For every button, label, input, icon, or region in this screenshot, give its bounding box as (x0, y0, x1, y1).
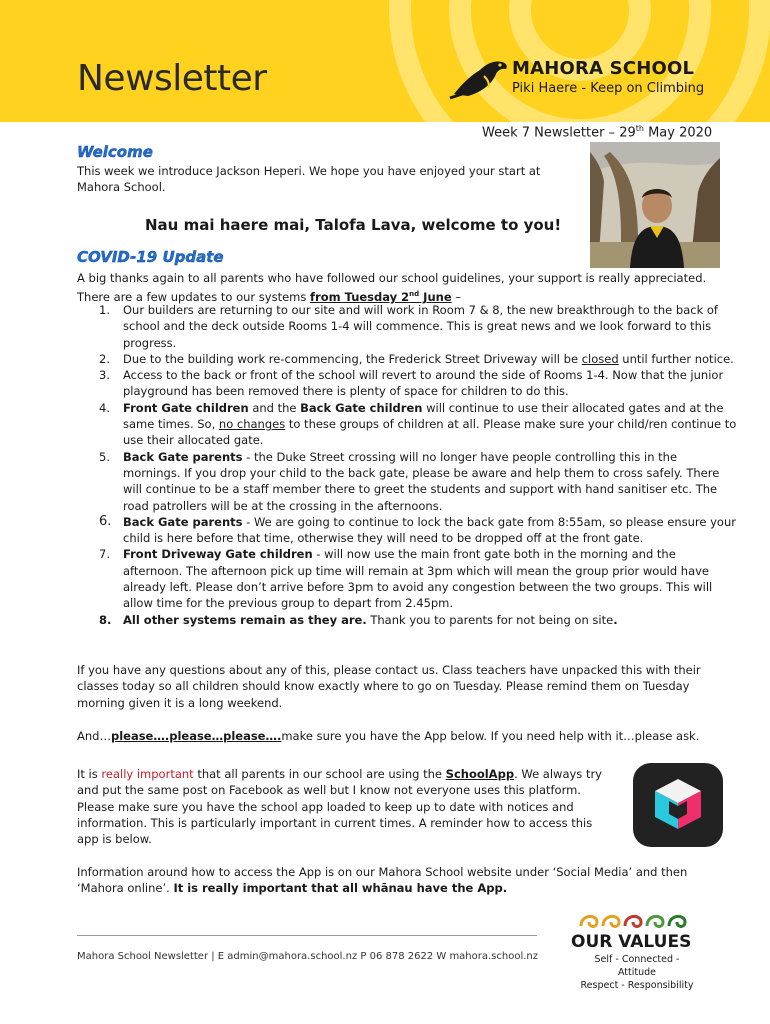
school-name: MAHORA SCHOOL (512, 58, 695, 79)
values-swirls-icon (577, 908, 697, 932)
newsletter-date: Week 7 Newsletter – 29th May 2020 (482, 124, 713, 141)
school-logo (448, 54, 748, 104)
values-title: OUR VALUES (571, 932, 692, 952)
schoolapp-paragraph: It is really important that all parents in our school are using the SchoolApp. We always try and put the same post on Facebook as well but I know not everyone uses this platform. Please make sure you have the school app loaded to keep up to date with notices and information. This is particularly important in current times. A reminder how to access this app is below. (77, 767, 602, 847)
bird-logo-icon (448, 54, 510, 100)
app-access-paragraph: Information around how to access the App is on our Mahora School website under ‘Social Media’ and then ‘Mahora online’. It is really important that all whānau have the App. (77, 865, 688, 896)
list-item: 5. Back Gate parents - the Duke Street crossing will no longer have people controlling this in the mornings. If you drop your child to the back gate, please be aware and help them to cross safely. There will continue to be a staff member there to greet the students and support with hand sanitiser etc. The road patrollers will be at the crossing in the afternoons. (99, 449, 720, 513)
list-item: 1. Our builders are returning to our site and will work in Room 7 & 8, the new breakthrough to the back of school and the deck outside Rooms 1-4 will commence. This is great news and we look forward to this progress. (99, 303, 718, 350)
list-item: 7. Front Driveway Gate children - will now use the main front gate both in the morning and the afternoon. The afternoon pick up time will remain at 3pm which will mean the group prior would have already left. Please don’t arrive before 3pm to avoid any congestion between the two groups. This will allow time for the previous group to depart from 2.45pm. (99, 547, 713, 611)
covid-heading: COVID-19 Update (77, 248, 224, 266)
our-values-logo (565, 908, 705, 991)
list-item: 4. Front Gate children and the Back Gate children will continue to use their allocated gates and at the same times. So, no changes to these groups of children at all. Please make sure your child/ren continue to use their allocated gate. (99, 400, 737, 448)
newsletter-title: Newsletter (77, 58, 267, 99)
welcome-heading: Welcome (77, 143, 153, 161)
student-photo-image (590, 142, 720, 268)
newsletter-header (0, 0, 770, 122)
list-item: 2. Due to the building work re-commencing, the Frederick Street Driveway will be closed until further notice. (99, 351, 734, 366)
covid-update-list (77, 302, 737, 628)
welcome-text: This week we introduce Jackson Heperi. We hope you have enjoyed your start at Mahora School. (77, 164, 541, 195)
cube-logo-icon (633, 763, 723, 847)
list-item: 8. All other systems remain as they are. Thank you to parents for not being on site. (99, 612, 618, 627)
questions-paragraph: If you have any questions about any of this, please contact us. Class teachers have unpacked this with their classes today so all children should know exactly where to go on Tuesday. Please remind them on Tuesday morning given it is a long weekend. (77, 663, 701, 710)
list-item: 3. Access to the back or front of the school will revert to around the side of Rooms 1-4. Now that the junior playground has been removed there is plenty of space for children to do this. (99, 368, 724, 399)
school-tagline: Piki Haere - Keep on Climbing (512, 81, 705, 96)
student-photo (590, 142, 720, 268)
schoolapp-icon (633, 763, 723, 847)
welcome-greeting: Nau mai haere mai, Talofa Lava, welcome to you! (145, 216, 562, 234)
footer-contact: Mahora School Newsletter | E admin@mahora.school.nz P 06 878 2622 W mahora.school.nz (77, 951, 539, 962)
app-reminder-paragraph: And…please….please…please….make sure you have the App below. If you need help with it…please ask. (77, 729, 700, 743)
list-item: 6. Back Gate parents - We are going to continue to lock the back gate from 8:55am, so please ensure your child is here before that time, otherwise they will need to be dropped off at the front gate. (99, 513, 736, 546)
schoolapp-link[interactable]: SchoolApp (445, 767, 515, 781)
covid-intro: A big thanks again to all parents who have followed our school guidelines, your support is really appreciated. There are a few updates to our systems from Tuesday 2nd June – (77, 271, 707, 305)
values-list: Self - Connected - Attitude Respect - Responsibility (580, 954, 694, 991)
footer-divider (77, 935, 537, 936)
